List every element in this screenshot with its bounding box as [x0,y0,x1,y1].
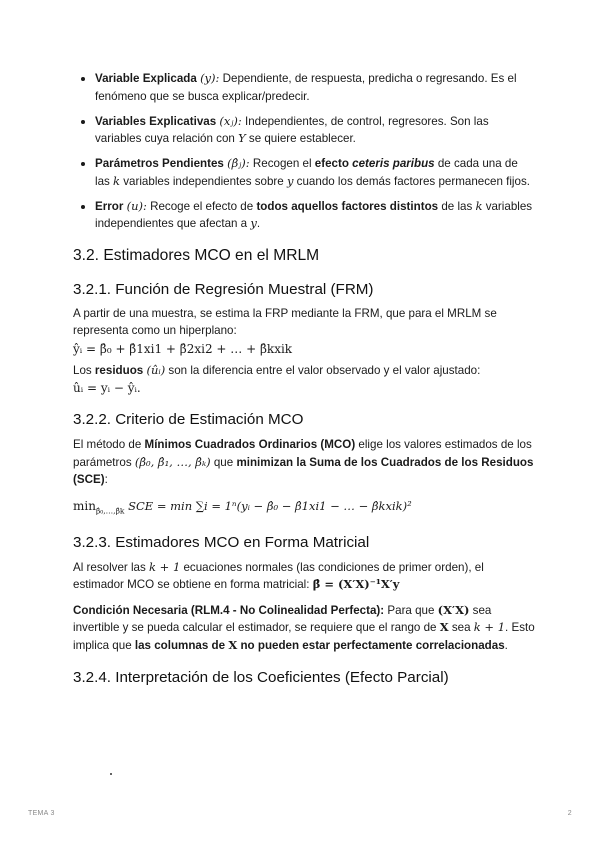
text: . [504,638,508,652]
symbol: k [113,173,121,188]
text: : [104,473,108,486]
emphasis: todos aquellos factores distintos [256,199,439,213]
formula-subscript: β̂₀,…,β̂k [95,505,125,515]
formula-ols-matrix: β̂ = (X′X)⁻¹X′y [312,577,400,592]
stray-dot [110,773,112,775]
list-item-parametros-pendientes [95,155,535,190]
paragraph-matricial [73,559,535,594]
definition: cuando los demás factores permanecen fijos. [293,174,530,188]
symbol: (X′X) [437,602,470,617]
term: Variables Explicativas [95,114,217,128]
section-heading-3-2-4: 3.2.4. Interpretación de los Coeficientes (Efecto Parcial) [73,669,449,687]
section-heading-3-2-2: 3.2.2. Criterio de Estimación MCO [73,411,304,428]
definition: de cada una de las [95,157,518,188]
definition: se quiere establecer. [245,132,356,145]
term: Parámetros Pendientes [95,157,224,170]
symbol: k + 1 [149,559,181,574]
paragraph-mco [73,436,535,489]
definition: Dependiente, de respuesta, predicha o regresando. Es el fenómeno que se busca explicar/predecir. [95,72,517,103]
symbol: X [228,637,238,652]
emphasis: Mínimos Cuadrados Ordinarios (MCO) [144,438,356,451]
paragraph-residuos [73,362,535,380]
emphasis-italic: ceteris paribus [352,157,435,170]
symbol: k [475,198,483,213]
symbol: (β̂₀, β̂₁, …, β̂ₖ) [134,454,211,469]
definition: Recogen el [249,157,315,170]
paragraph-condicion [73,602,535,655]
text: que [210,455,237,469]
footer-left: TEMA 3 [28,810,55,817]
text: Al resolver las [73,560,150,574]
text: Para que [384,603,438,617]
symbol: (y): [200,71,220,85]
definition: . [256,217,261,230]
definition: de las [438,199,476,213]
text: son la diferencia entre el valor observado y el valor ajustado: [165,363,481,377]
paragraph: A partir de una muestra, se estima la FRP mediante la FRM, que para el MRLM se representa como un hiperplano: [73,306,497,337]
list-item-error [95,198,535,233]
list-item-variables-explicativas [95,113,535,148]
emphasis: no pueden estar perfectamente correlacionadas [237,638,505,652]
symbol: k + 1 [473,620,506,635]
text: El método de [73,438,145,451]
definition: variables independientes sobre [120,174,287,188]
symbol: (xⱼ): [219,113,242,128]
definition: variables independientes que afectan a [95,199,533,230]
symbol: y [286,173,294,188]
formula-min: min [73,498,96,513]
symbol: y [250,216,257,230]
formula-sce [73,497,535,520]
symbol: (u): [126,198,147,213]
term: Error [95,199,124,213]
definitions-list [73,70,535,233]
emphasis: Condición Necesaria (RLM.4 - No Colinealidad Perfecta): [73,603,385,617]
formula-body: SCE = min ∑i = 1ⁿ(yᵢ − β̂₀ − β̂1xi1 − … − β̂kxik)² [124,498,412,513]
definition: Recoge el efecto de [146,199,257,213]
list-item-variable-explicada [95,70,535,105]
text: Los [73,363,95,377]
definition: Independientes, de control, regresores. Son las variables cuya relación con [95,114,489,145]
text: sea invertible y se pueda calcular el estimador, se requiere que el rango de [73,603,492,635]
text: . Esto implica que [73,621,535,652]
emphasis: minimizan la Suma de los Cuadrados de los Residuos (SCE) [73,455,534,486]
footer-page-number: 2 [567,810,572,817]
emphasis: las columnas de [134,638,229,652]
symbol: Y [238,131,246,145]
section-heading-3-2: 3.2. Estimadores MCO en el MRLM [73,246,320,264]
symbol: (β̂ⱼ): [227,156,250,170]
section-heading-3-2-1: 3.2.1. Función de Regresión Muestral (FRM) [73,280,374,298]
text: ecuaciones normales (las condiciones de primer orden), el estimador MCO se obtiene en forma matricial: [73,560,484,592]
emphasis: efecto [314,157,353,170]
text: elige los valores estimados de los parámetros [73,438,532,469]
symbol: (ûᵢ) [146,362,166,377]
text: sea [448,621,474,635]
section-heading-3-2-3: 3.2.3. Estimadores MCO en Forma Matricial [73,533,370,551]
formula-frm: ŷᵢ = β̂₀ + β̂1xi1 + β̂2xi2 + … + β̂kxik [73,341,293,356]
emphasis: residuos [94,363,144,377]
symbol: X [439,620,449,635]
page-content [73,70,535,688]
term: Variable Explicada [95,72,197,85]
formula-residuo: ûᵢ = yᵢ − ŷᵢ. [73,381,141,395]
